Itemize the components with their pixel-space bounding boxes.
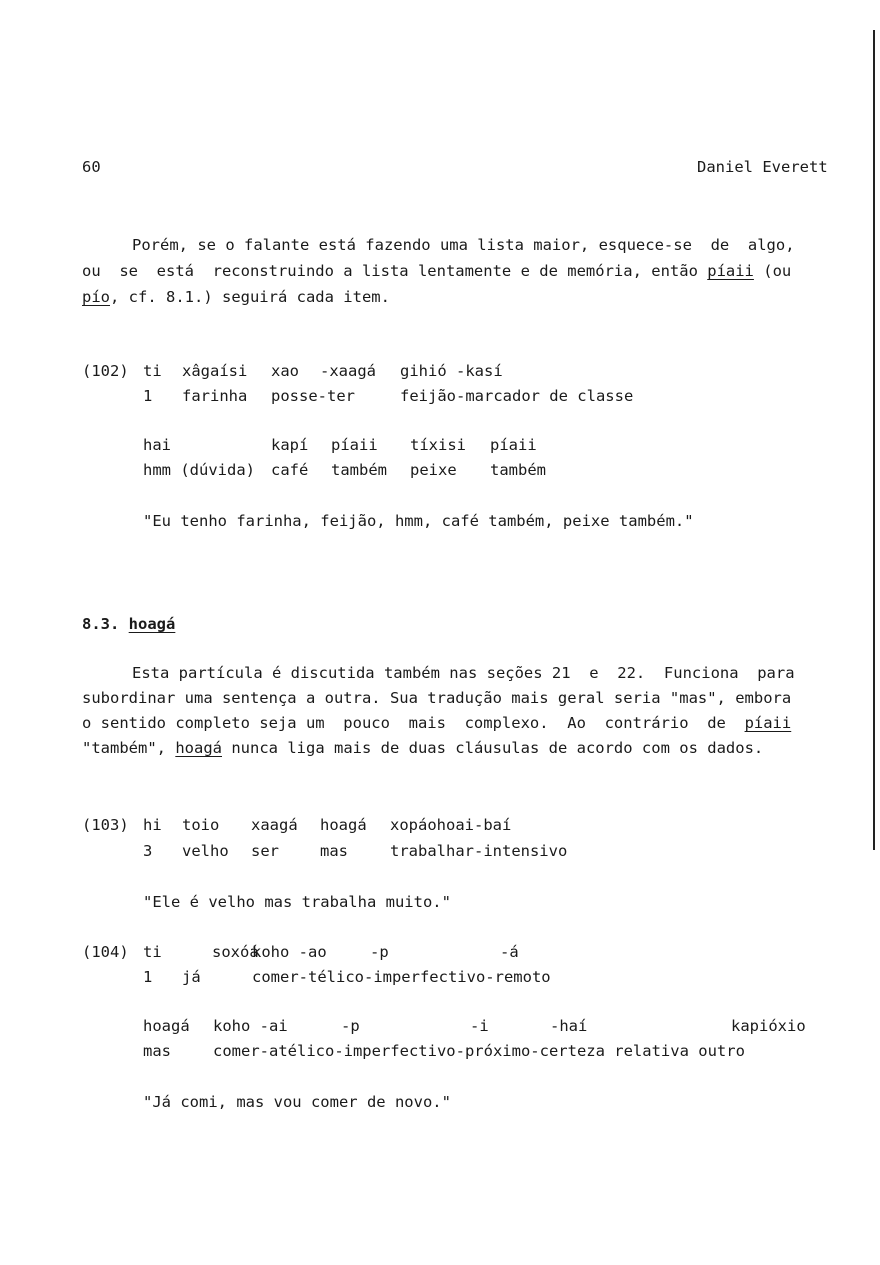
section-title: hoagá xyxy=(128,615,176,633)
gloss-word: soxóá xyxy=(212,943,259,961)
para2-line-4: "também", hoagá nunca liga mais de duas cláusulas de acordo com os dados. xyxy=(82,739,764,757)
running-header-author: Daniel Everett xyxy=(697,158,828,176)
gloss-word: ti xyxy=(143,943,162,961)
intro-line-3: pío, cf. 8.1.) seguirá cada item. xyxy=(82,288,390,306)
gloss-word: comer-télico-imperfectivo-remoto xyxy=(252,968,551,986)
example-translation: "Ele é velho mas trabalha muito." xyxy=(143,893,451,911)
gloss-word: já xyxy=(182,968,201,986)
gloss-word: café xyxy=(271,461,309,479)
scan-edge-line xyxy=(873,30,875,850)
term-hoaga: hoagá xyxy=(175,739,222,757)
gloss-word: ti xyxy=(143,362,162,380)
gloss-word: comer-atélico-imperfectivo-próximo-certeza relativa outro xyxy=(213,1042,745,1060)
gloss-word: também xyxy=(490,461,546,479)
gloss-word: feijão-marcador de classe xyxy=(400,387,634,405)
gloss-word: posse-ter xyxy=(271,387,355,405)
gloss-word: ser xyxy=(251,842,279,860)
gloss-word: gihió -kasí xyxy=(400,362,503,380)
gloss-word: peixe xyxy=(410,461,457,479)
gloss-word: mas xyxy=(143,1042,171,1060)
gloss-word: hoagá xyxy=(320,816,367,834)
gloss-word: kapí xyxy=(271,436,309,454)
example-translation: "Eu tenho farinha, feijão, hmm, café também, peixe também." xyxy=(143,512,694,530)
para2-line-2: subordinar uma sentença a outra. Sua tradução mais geral seria "mas", embora xyxy=(82,689,792,707)
gloss-word: 1 xyxy=(143,968,153,986)
gloss-word: também xyxy=(331,461,387,479)
gloss-word: xao xyxy=(271,362,299,380)
gloss-word: xopáohoai-baí xyxy=(390,816,512,834)
gloss-word: hmm (dúvida) xyxy=(143,461,255,479)
term-pio: pío xyxy=(82,288,110,306)
example-number: (103) xyxy=(82,816,129,834)
para2-line-3: o sentido completo seja um pouco mais complexo. Ao contrário de píaii xyxy=(82,714,792,732)
gloss-word: toio xyxy=(182,816,220,834)
section-number: 8.3. xyxy=(82,615,120,633)
gloss-word: hi xyxy=(143,816,162,834)
gloss-word: koho -ao xyxy=(252,943,327,961)
gloss-word: farinha xyxy=(182,387,248,405)
gloss-word: 3 xyxy=(143,842,153,860)
gloss-word: -p xyxy=(341,1017,360,1035)
gloss-word: tíxisi xyxy=(410,436,466,454)
gloss-word: -haí xyxy=(550,1017,588,1035)
example-number: (104) xyxy=(82,943,129,961)
para2-line-1: Esta partícula é discutida também nas seções 21 e 22. Funciona para xyxy=(132,664,795,682)
term-piaii: píaii xyxy=(744,714,792,732)
gloss-word: píaii xyxy=(490,436,537,454)
example-translation: "Já comi, mas vou comer de novo." xyxy=(143,1093,451,1111)
gloss-word: hai xyxy=(143,436,171,454)
gloss-word: koho -ai xyxy=(213,1017,288,1035)
gloss-word: 1 xyxy=(143,387,153,405)
gloss-word: trabalhar-intensivo xyxy=(390,842,568,860)
gloss-word: -p xyxy=(370,943,389,961)
gloss-word: mas xyxy=(320,842,348,860)
section-heading xyxy=(82,617,175,633)
example-number: (102) xyxy=(82,362,129,380)
gloss-word: píaii xyxy=(331,436,378,454)
intro-line-1: Porém, se o falante está fazendo uma lista maior, esquece-se de algo, xyxy=(132,236,795,254)
gloss-word: -xaagá xyxy=(320,362,376,380)
gloss-word: -i xyxy=(470,1017,489,1035)
intro-line-2: ou se está reconstruindo a lista lentamente e de memória, então píaii (ou xyxy=(82,262,792,280)
gloss-word: -á xyxy=(500,943,519,961)
gloss-word: hoagá xyxy=(143,1017,190,1035)
gloss-word: kapióxio xyxy=(731,1017,806,1035)
term-piaii: píaii xyxy=(707,262,754,280)
gloss-word: xâgaísi xyxy=(182,362,248,380)
gloss-word: velho xyxy=(182,842,229,860)
gloss-word: xaagá xyxy=(251,816,298,834)
page-number: 60 xyxy=(82,158,101,176)
